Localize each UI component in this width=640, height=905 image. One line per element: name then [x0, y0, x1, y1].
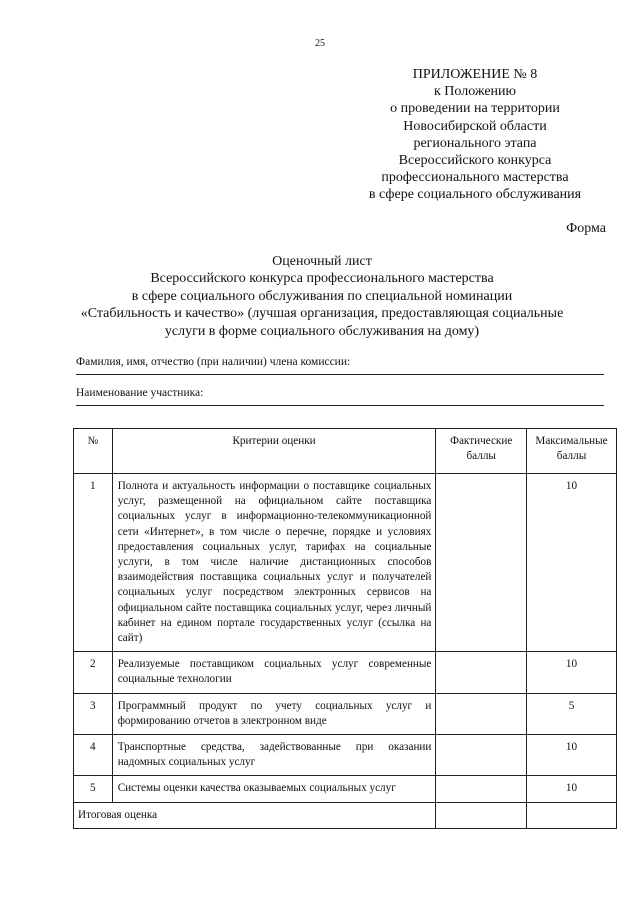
- row-number: 3: [74, 693, 113, 734]
- row-max-score: 10: [527, 652, 617, 693]
- appendix-line: в сфере социального обслуживания: [368, 187, 582, 203]
- row-criterion: Транспортные средства, задействованные при оказании надомных социальных услуг: [112, 735, 436, 776]
- title-line: Оценочный лист: [272, 254, 372, 269]
- participant-field[interactable]: [76, 387, 604, 406]
- page-number: 25: [315, 38, 325, 49]
- appendix-line: профессионального мастерства: [381, 170, 569, 186]
- row-number: 2: [74, 652, 113, 693]
- commission-member-field[interactable]: [76, 356, 604, 375]
- total-actual-score[interactable]: [436, 802, 527, 828]
- row-max-score: 10: [527, 474, 617, 652]
- table-row: [74, 776, 617, 802]
- appendix-line: Всероссийского конкурса: [398, 153, 552, 169]
- row-max-score: 10: [527, 735, 617, 776]
- table-row: [74, 735, 617, 776]
- table-header-row: [74, 429, 617, 474]
- appendix-line: Новосибирской области: [403, 118, 547, 134]
- header-criteria: Критерии оценки: [112, 429, 436, 474]
- table-row: [74, 474, 617, 652]
- row-max-score: 5: [527, 693, 617, 734]
- table-row: [74, 693, 617, 734]
- criteria-table: [73, 428, 617, 829]
- row-criterion: Программный продукт по учету социальных услуг и формированию отчетов в электронном виде: [112, 693, 436, 734]
- title-line: в сфере социального обслуживания по специальной номинации: [131, 288, 513, 304]
- participant-blank-line[interactable]: [76, 399, 604, 406]
- row-number: 1: [74, 474, 113, 652]
- header-actual-score: Фактические баллы: [436, 429, 527, 474]
- row-number: 5: [74, 776, 113, 802]
- appendix-line: о проведении на территории: [390, 101, 560, 117]
- participant-label: Наименование участника:: [76, 387, 204, 399]
- row-actual-score[interactable]: [436, 735, 527, 776]
- appendix-line: регионального этапа: [413, 135, 537, 151]
- header-num: №: [74, 429, 113, 474]
- appendix-line: ПРИЛОЖЕНИЕ № 8: [412, 67, 538, 82]
- row-actual-score[interactable]: [436, 474, 527, 652]
- header-max-score: Максимальные баллы: [527, 429, 617, 474]
- row-actual-score[interactable]: [436, 776, 527, 802]
- row-criterion: Полнота и актуальность информации о поставщике социальных услуг, размещенной на официальном сайте поставщика социальных услуг в информационно-телекоммуникационной сети «Интернет», в том числе о перечне, порядке и условиях предоставления социальных услуг, тарифах на социальные услуги, в том числе наличие дистанционных способов взаимодействия поставщика социальных услуг и получателей социальных услуг посредством электронных сервисов на официальном сайте поставщика социальных услуг, через личный кабинет на едином портале государственных услуг (ссылка на сайт): [112, 474, 436, 652]
- total-max-score: [527, 802, 617, 828]
- title-line: «Стабильность и качество» (лучшая организация, предоставляющая социальные: [80, 306, 564, 322]
- row-actual-score[interactable]: [436, 652, 527, 693]
- row-criterion: Реализуемые поставщиком социальных услуг современные социальные технологии: [112, 652, 436, 693]
- appendix-line: к Положению: [433, 84, 516, 100]
- row-criterion: Системы оценки качества оказываемых социальных услуг: [112, 776, 436, 802]
- commission-member-blank-line[interactable]: [76, 368, 604, 375]
- form-label: Форма: [566, 221, 606, 236]
- title-line: Всероссийского конкурса профессионального мастерства: [150, 271, 494, 287]
- row-max-score: 10: [527, 776, 617, 802]
- row-actual-score[interactable]: [436, 693, 527, 734]
- appendix-block: [340, 66, 610, 204]
- title-line: услуги в форме социального обслуживания на дому): [164, 323, 480, 339]
- table-row: [74, 652, 617, 693]
- total-label: Итоговая оценка: [74, 802, 436, 828]
- row-number: 4: [74, 735, 113, 776]
- total-row: [74, 802, 617, 828]
- document-title: [62, 253, 582, 340]
- commission-member-label: Фамилия, имя, отчество (при наличии) члена комиссии:: [76, 356, 351, 368]
